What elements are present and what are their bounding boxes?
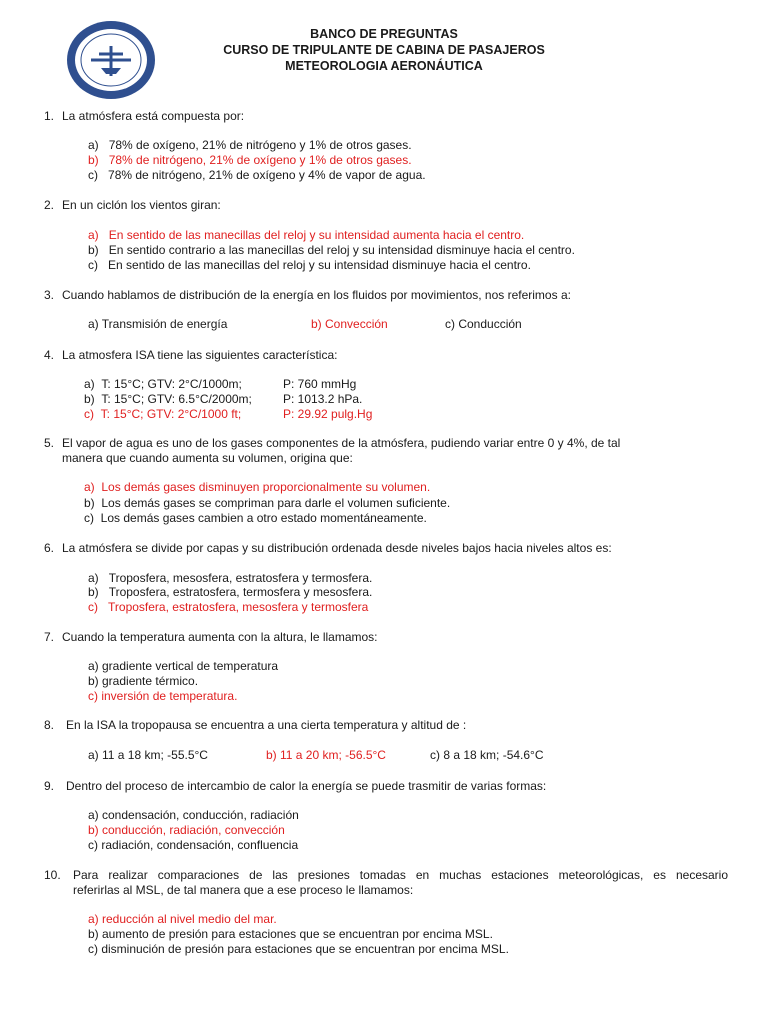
option-c: c) disminución de presión para estaciones que se encuentran por encima MSL. bbox=[88, 942, 509, 956]
question-6 bbox=[44, 541, 728, 556]
option-a-correct bbox=[88, 228, 524, 243]
option-c-correct bbox=[88, 600, 368, 615]
option-b: b) gradiente térmico. bbox=[88, 674, 199, 688]
option-text: En sentido de las manecillas del reloj y su intensidad disminuye hacia el centro. bbox=[108, 258, 531, 272]
option-text: T: 15°C; GTV: 2°C/1000m; bbox=[101, 377, 242, 391]
option-a-correct bbox=[84, 480, 430, 495]
question-text: Dentro del proceso de intercambio de calor la energía se puede trasmitir de varias formas: bbox=[66, 779, 547, 793]
option-letter: c) bbox=[84, 407, 94, 421]
option-c bbox=[84, 511, 427, 526]
option-a: a) condensación, conducción, radiación bbox=[88, 808, 299, 822]
option-b-correct: b) conducción, radiación, convección bbox=[88, 823, 285, 837]
option-b-correct: b) Convección bbox=[311, 317, 388, 331]
question-number: 10. bbox=[44, 868, 61, 882]
option-letter: c) bbox=[88, 168, 98, 182]
option-letter: a) bbox=[88, 228, 99, 242]
option-letter: a) bbox=[88, 138, 99, 152]
option-text: Troposfera, mesosfera, estratosfera y termosfera. bbox=[108, 571, 373, 585]
option-b-correct: b) 11 a 20 km; -56.5°C bbox=[266, 748, 386, 762]
option-letter: c) bbox=[88, 600, 98, 614]
question-text-line-1: Para realizar comparaciones de las presiones tomadas en muchas estaciones meteorológicas, es necesario bbox=[73, 868, 728, 882]
question-10 bbox=[44, 868, 728, 898]
option-c-correct: c) inversión de temperatura. bbox=[88, 689, 238, 703]
option-b bbox=[84, 392, 252, 407]
option-letter: c) bbox=[88, 258, 98, 272]
option-text: Los demás gases disminuyen proporcionalmente su volumen. bbox=[101, 480, 431, 494]
question-number: 4. bbox=[44, 348, 55, 362]
header-title: BANCO DE PREGUNTAS bbox=[310, 27, 458, 41]
option-a bbox=[88, 138, 412, 153]
option-text: En sentido contrario a las manecillas del reloj y su intensidad disminuye hacia el centro. bbox=[108, 243, 575, 257]
question-number: 2. bbox=[44, 198, 55, 212]
option-text: T: 15°C; GTV: 2°C/1000 ft; bbox=[100, 407, 242, 421]
question-text-line-2: referirlas al MSL, de tal manera que a ese proceso le llamamos: bbox=[73, 883, 414, 897]
question-4 bbox=[44, 348, 728, 363]
question-number: 8. bbox=[44, 718, 55, 732]
option-b: b) aumento de presión para estaciones que se encuentran por encima MSL. bbox=[88, 927, 493, 941]
question-2 bbox=[44, 198, 728, 213]
option-a-correct: a) reducción al nivel medio del mar. bbox=[88, 912, 277, 926]
option-c bbox=[88, 258, 531, 273]
question-text: Cuando hablamos de distribución de la energía en los fluidos por movimientos, nos referimos a: bbox=[62, 288, 571, 302]
option-a bbox=[84, 377, 242, 392]
question-5 bbox=[44, 436, 728, 466]
option-text: 78% de nitrógeno, 21% de oxígeno y 1% de otros gases. bbox=[108, 153, 412, 167]
document-header bbox=[130, 26, 638, 74]
option-b-correct bbox=[88, 153, 412, 168]
question-text-line-1: El vapor de agua es uno de los gases componentes de la atmósfera, pudiendo variar entre 0 y 4%, de tal bbox=[62, 436, 621, 450]
option-a: a) gradiente vertical de temperatura bbox=[88, 659, 279, 673]
option-letter: b) bbox=[88, 585, 99, 599]
question-9 bbox=[44, 779, 728, 794]
question-number: 3. bbox=[44, 288, 55, 302]
option-b-pressure: P: 1013.2 hPa. bbox=[283, 392, 363, 406]
question-1 bbox=[44, 109, 728, 124]
question-text-line-2: manera que cuando aumenta su volumen, origina que: bbox=[62, 451, 353, 465]
option-a bbox=[88, 571, 372, 586]
option-text: 78% de oxígeno, 21% de nitrógeno y 1% de otros gases. bbox=[108, 138, 412, 152]
option-c-pressure: P: 29.92 pulg.Hg bbox=[283, 407, 373, 421]
question-number: 9. bbox=[44, 779, 55, 793]
question-text: La atmosfera ISA tiene las siguientes característica: bbox=[62, 348, 338, 362]
question-number: 6. bbox=[44, 541, 55, 555]
option-a: a) 11 a 18 km; -55.5°C bbox=[88, 748, 208, 762]
question-8 bbox=[44, 718, 728, 733]
question-7 bbox=[44, 630, 728, 645]
option-a-pressure: P: 760 mmHg bbox=[283, 377, 357, 391]
question-number: 7. bbox=[44, 630, 55, 644]
question-3 bbox=[44, 288, 728, 303]
option-c-correct bbox=[84, 407, 241, 422]
option-c: c) 8 a 18 km; -54.6°C bbox=[430, 748, 544, 762]
question-text: La atmósfera está compuesta por: bbox=[62, 109, 245, 123]
option-text: Los demás gases cambien a otro estado momentáneamente. bbox=[100, 511, 427, 525]
option-letter: b) bbox=[88, 243, 99, 257]
option-c bbox=[88, 168, 426, 183]
question-text: Cuando la temperatura aumenta con la altura, le llamamos: bbox=[62, 630, 378, 644]
option-a: a) Transmisión de energía bbox=[88, 317, 228, 331]
header-subject: METEOROLOGIA AERONÁUTICA bbox=[285, 59, 483, 73]
question-text: La atmósfera se divide por capas y su distribución ordenada desde niveles bajos hacia niveles altos es: bbox=[62, 541, 612, 555]
option-c: c) radiación, condensación, confluencia bbox=[88, 838, 299, 852]
option-letter: a) bbox=[84, 480, 95, 494]
question-number: 5. bbox=[44, 436, 55, 450]
header-course: CURSO DE TRIPULANTE DE CABINA DE PASAJEROS bbox=[223, 43, 545, 57]
option-letter: c) bbox=[84, 511, 94, 525]
option-text: En sentido de las manecillas del reloj y su intensidad aumenta hacia el centro. bbox=[108, 228, 525, 242]
option-letter: b) bbox=[88, 153, 99, 167]
option-text: 78% de nitrógeno, 21% de oxígeno y 4% de vapor de agua. bbox=[108, 168, 426, 182]
option-b bbox=[84, 496, 450, 511]
question-number: 1. bbox=[44, 109, 55, 123]
option-letter: a) bbox=[88, 571, 99, 585]
option-letter: b) bbox=[84, 496, 95, 510]
option-text: Troposfera, estratosfera, mesosfera y termosfera bbox=[108, 600, 369, 614]
option-b bbox=[88, 243, 575, 258]
option-b bbox=[88, 585, 372, 600]
option-letter: a) bbox=[84, 377, 95, 391]
option-text: T: 15°C; GTV: 6.5°C/2000m; bbox=[101, 392, 252, 406]
option-letter: b) bbox=[84, 392, 95, 406]
option-c: c) Conducción bbox=[445, 317, 522, 331]
option-text: Troposfera, estratosfera, termosfera y mesosfera. bbox=[108, 585, 373, 599]
option-text: Los demás gases se compriman para darle el volumen suficiente. bbox=[101, 496, 451, 510]
question-text: En la ISA la tropopausa se encuentra a una cierta temperatura y altitud de : bbox=[66, 718, 467, 732]
question-text: En un ciclón los vientos giran: bbox=[62, 198, 221, 212]
